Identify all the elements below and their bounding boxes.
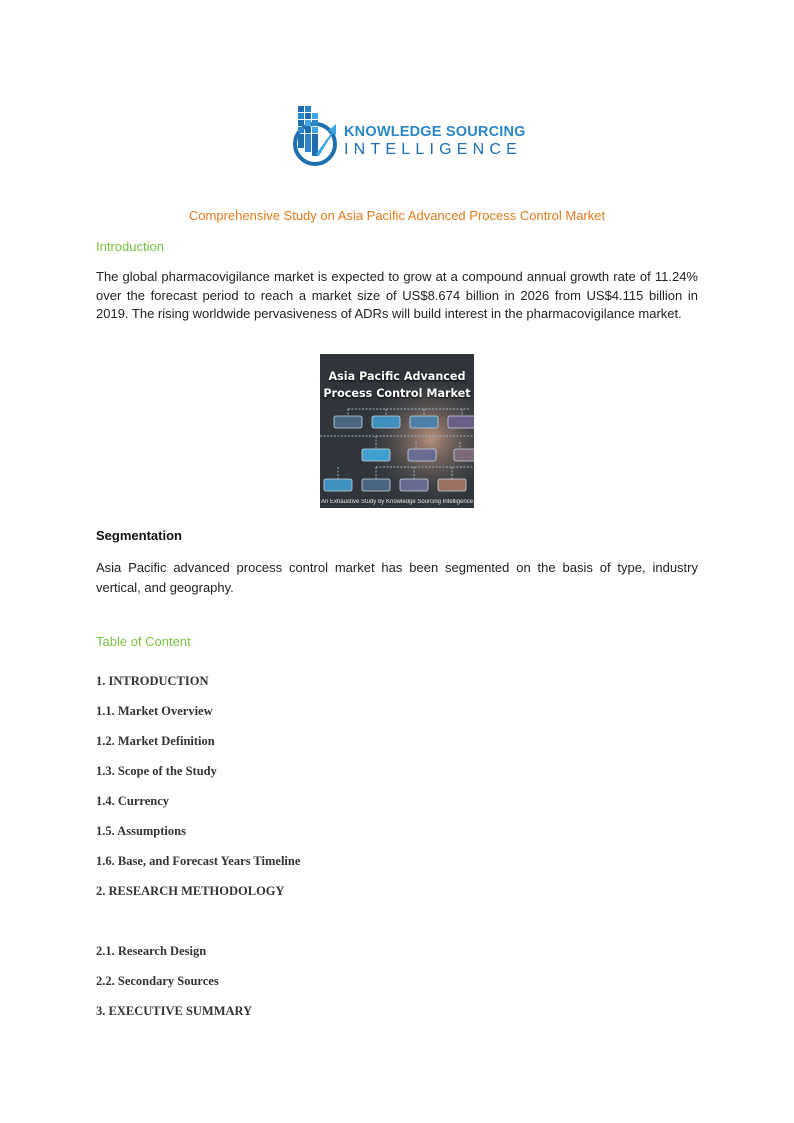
toc-item: 1. INTRODUCTION [96,674,209,688]
toc-item: 1.3. Scope of the Study [96,764,217,778]
toc-item: 1.4. Currency [96,794,170,808]
toc-item: 1.6. Base, and Forecast Years Timeline [96,854,301,868]
brand-name-line1: KNOWLEDGE SOURCING [344,124,526,140]
report-cover-image [320,354,474,508]
toc-item: 2.1. Research Design [96,944,207,958]
toc-heading: Table of Content [96,634,191,649]
toc-item: 2. RESEARCH METHODOLOGY [96,884,285,898]
logo-emblem-icon [290,104,342,166]
cover-title-line2: Process Control Market [323,387,471,400]
toc-item: 1.1. Market Overview [96,704,213,718]
toc-item: 1.5. Assumptions [96,824,186,838]
segmentation-paragraph: Asia Pacific advanced process control market has been segmented on the basis of type, industry vertical, and geography. [96,560,698,595]
introduction-paragraph: The global pharmacovigilance market is expected to grow at a compound annual growth rate of 11.24% over the forecast period to reach a market size of US$8.674 billion in 2026 from US$4.115 billion in 2019. The rising worldwide pervasiveness of ADRs will build interest in the pharmacovigilance market. [96,269,698,321]
cover-title-line1: Asia Pacific Advanced [328,370,466,383]
brand-name-line2: INTELLIGENCE [344,141,522,158]
segmentation-heading: Segmentation [96,528,182,543]
introduction-heading: Introduction [96,239,164,254]
toc-item: 2.2. Secondary Sources [96,974,219,988]
document-title: Comprehensive Study on Asia Pacific Advanced Process Control Market [188,208,606,223]
cover-footer-text: An Exhaustive Study by Knowledge Sourcing Intelligence [320,499,474,505]
toc-item: 3. EXECUTIVE SUMMARY [96,1004,253,1018]
cover-title [320,368,474,402]
toc-item: 1.2. Market Definition [96,734,215,748]
